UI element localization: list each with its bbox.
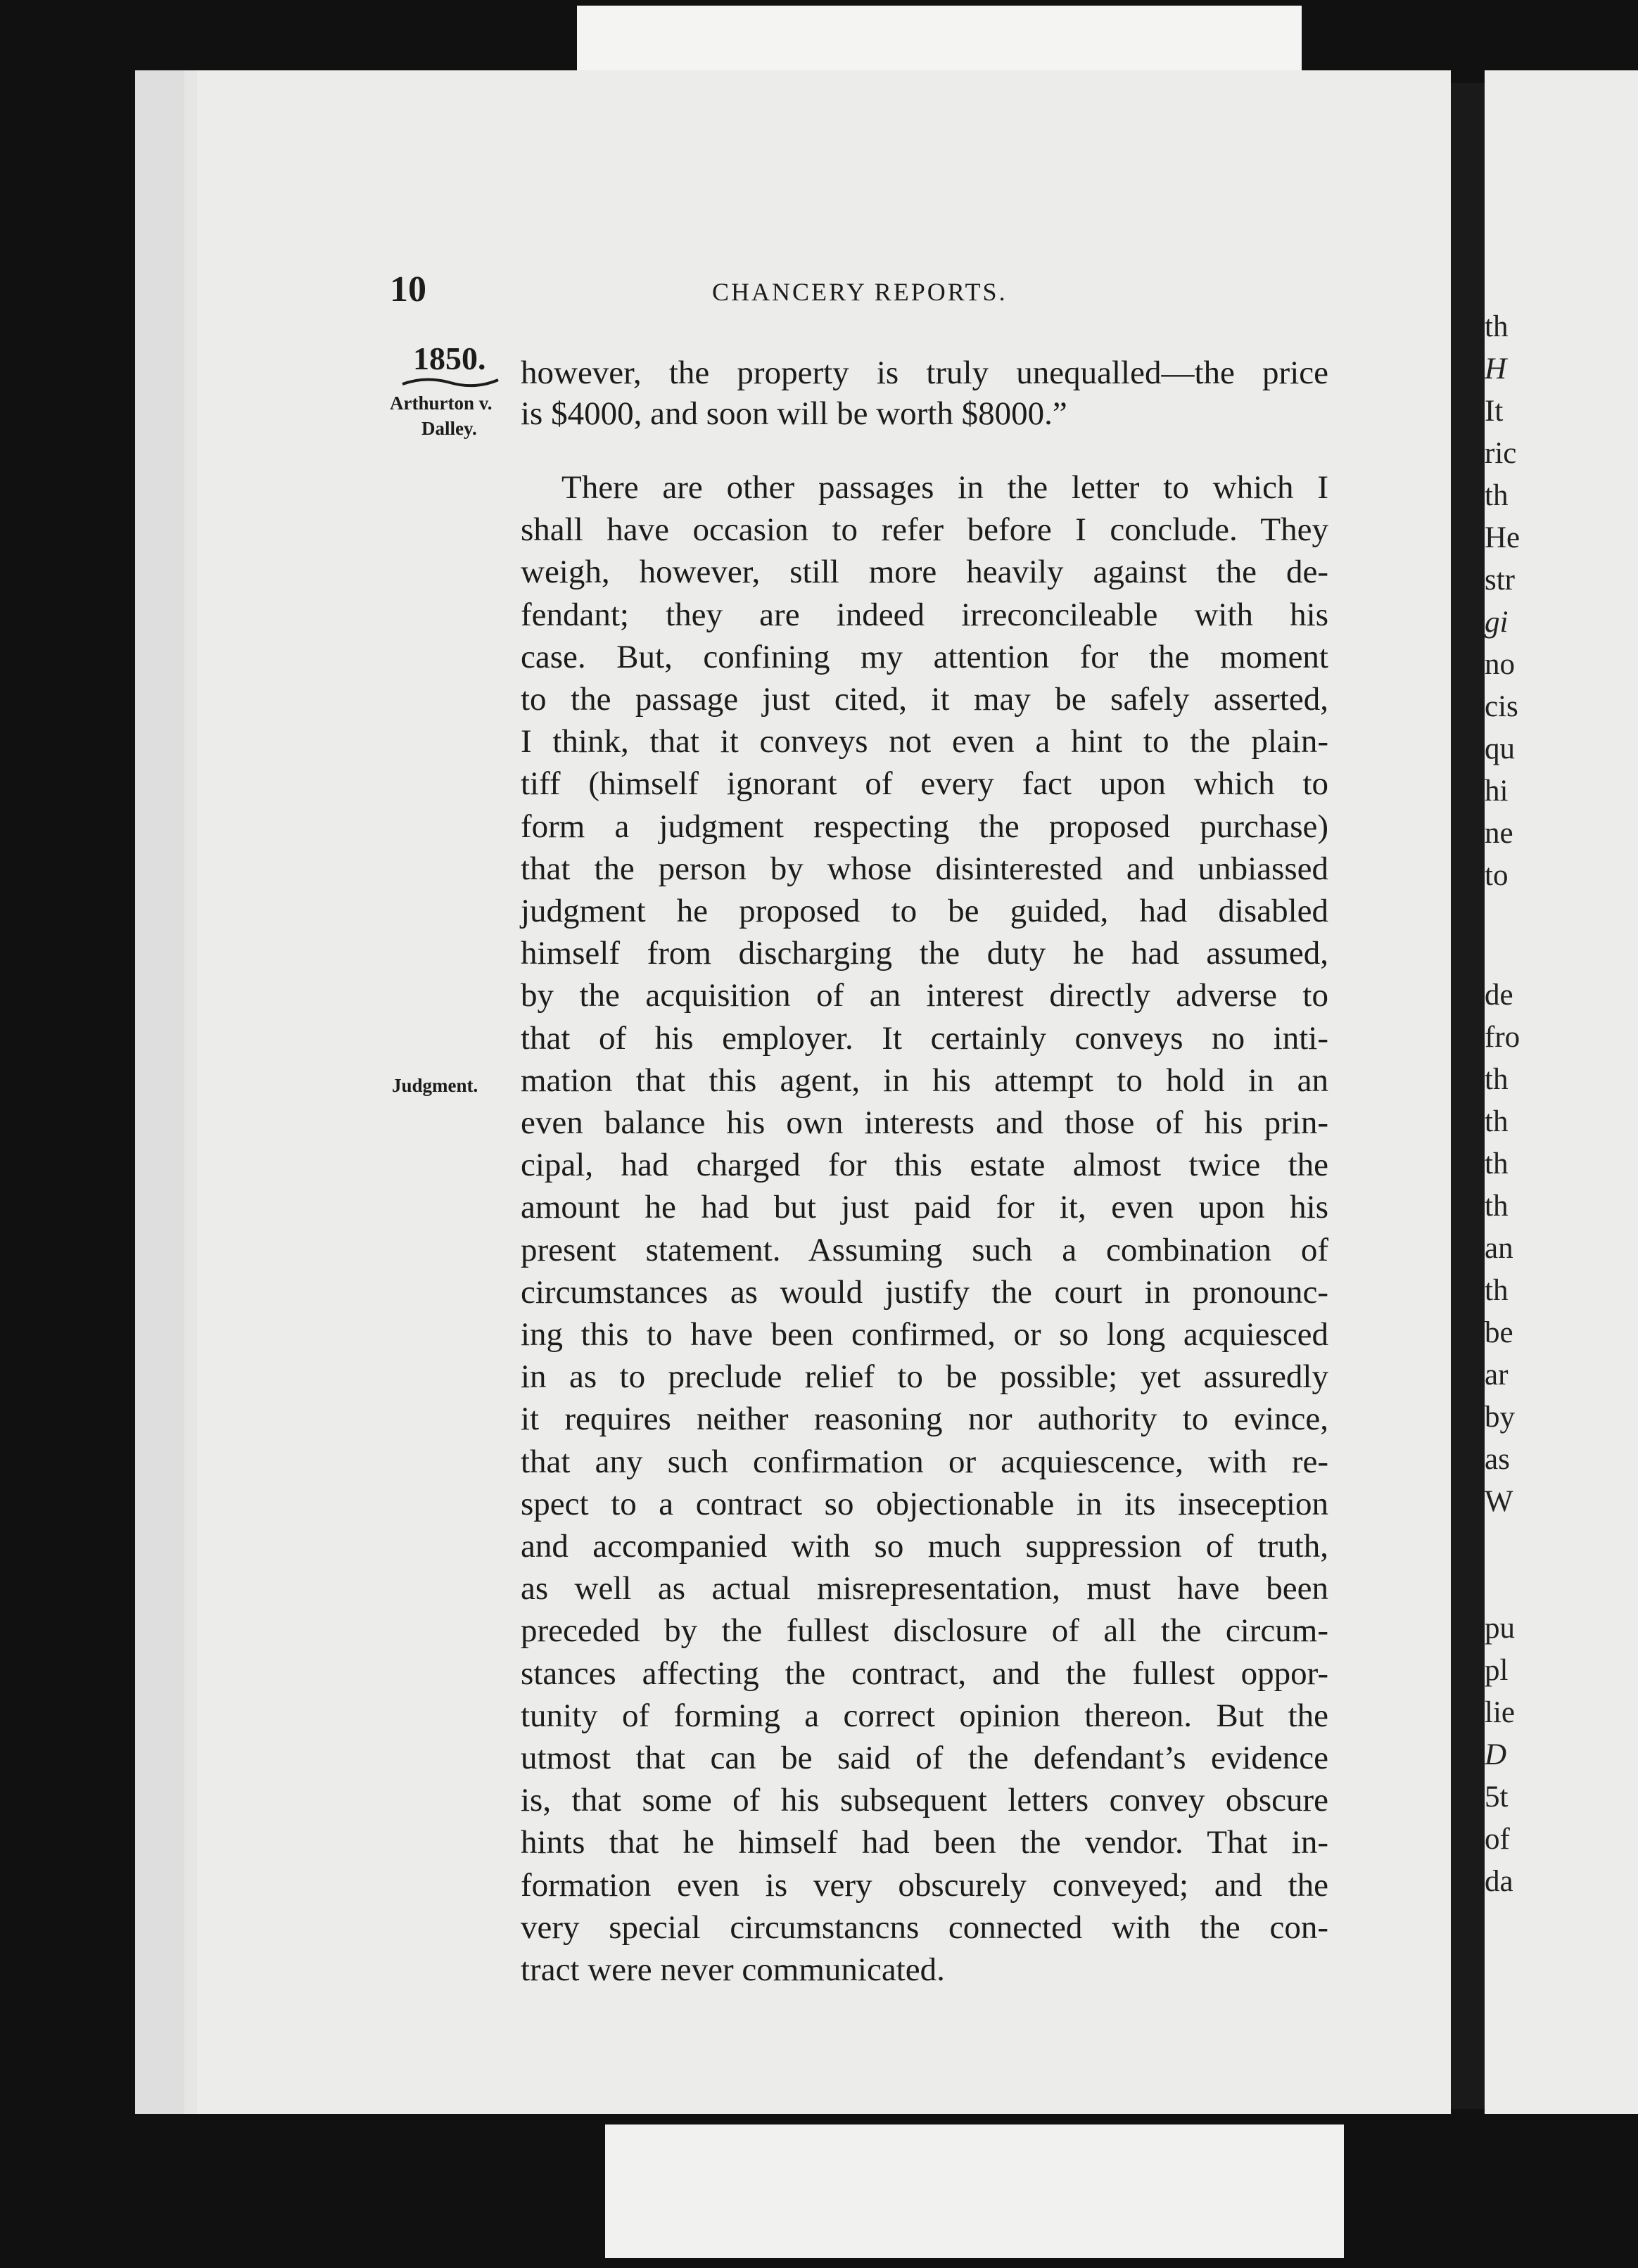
facing-page-fragment: th (1485, 1063, 1509, 1096)
facing-page-fragment: to (1485, 859, 1509, 892)
facing-page-fragment: be (1485, 1316, 1513, 1349)
facing-page-fragment: qu (1485, 732, 1515, 765)
book-gutter (1451, 83, 1485, 2109)
facing-page-fragment: th (1485, 1105, 1509, 1138)
facing-page-fragment: cis (1485, 690, 1518, 723)
facing-page-fragment: He (1485, 521, 1520, 554)
body-line: even balance his own interests and those of his prin- (521, 1104, 1328, 1141)
facing-page-fragment: ne (1485, 817, 1513, 850)
body-line: present statement. Assuming such a combination of (521, 1231, 1328, 1268)
body-line: himself from discharging the duty he had assumed, (521, 935, 1328, 972)
swash-ornament (401, 374, 500, 390)
body-line: utmost that can be said of the defendant’s evidence (521, 1740, 1328, 1776)
facing-page-fragment: pl (1485, 1654, 1509, 1687)
facing-page-fragment: by (1485, 1401, 1515, 1434)
body-line: is, that some of his subsequent letters convey obscure (521, 1782, 1328, 1819)
facing-page-fragment: of (1485, 1823, 1510, 1856)
body-line: case. But, confining my attention for the moment (521, 638, 1328, 675)
facing-page-fragment: W (1485, 1485, 1513, 1518)
facing-page-fragment: da (1485, 1865, 1513, 1898)
body-line: and accompanied with so much suppression of truth, (521, 1528, 1328, 1565)
body-line: is $4000, and soon will be worth $8000.” (521, 395, 1067, 432)
body-line: ing this to have been confirmed, or so long acquiesced (521, 1316, 1328, 1353)
body-line: hints that he himself had been the vendor. That in- (521, 1824, 1328, 1861)
facing-page (1485, 70, 1638, 2114)
body-line: it requires neither reasoning nor authority to evince, (521, 1401, 1328, 1438)
body-line: fendant; they are indeed irreconcileable with his (521, 596, 1328, 633)
facing-page-fragment: ar (1485, 1358, 1509, 1391)
page-edge-shadow (135, 70, 184, 2114)
facing-page-fragment: H (1485, 352, 1507, 386)
body-line: weigh, however, still more heavily against the de- (521, 554, 1328, 591)
body-line: tiff (himself ignorant of every fact upon which to (521, 765, 1328, 803)
facing-page-fragment: no (1485, 648, 1515, 681)
facing-page-fragment: D (1485, 1738, 1507, 1771)
facing-page-fragment: It (1485, 395, 1504, 428)
body-line: that any such confirmation or acquiescence, with re- (521, 1443, 1328, 1480)
sidenote-judgment: Judgment. (392, 1075, 478, 1096)
page-edge-shadow-inner (184, 70, 197, 2114)
facing-page-fragment: str (1485, 563, 1515, 597)
facing-page-fragment: an (1485, 1232, 1513, 1265)
bottom-paper-slip (605, 2124, 1344, 2258)
page-number: 10 (390, 269, 426, 310)
body-line: cipal, had charged for this estate almost twice the (521, 1147, 1328, 1184)
facing-page-fragment: th (1485, 1147, 1509, 1180)
body-line: spect to a contract so objectionable in its inseception (521, 1485, 1328, 1522)
facing-page-fragment: ric (1485, 437, 1517, 470)
body-line: tract were never communicated. (521, 1951, 945, 1988)
body-line: to the passage just cited, it may be safely asserted, (521, 681, 1328, 718)
facing-page-fragment: th (1485, 1190, 1509, 1223)
facing-page-fragment: gi (1485, 606, 1509, 639)
sidenote-year: 1850. (413, 340, 486, 376)
facing-page-fragment: de (1485, 979, 1513, 1012)
body-line: There are other passages in the letter to which I (561, 469, 1328, 506)
running-head (135, 269, 1451, 318)
sidenote-case-name: Arthurton v. (390, 393, 493, 414)
sidenote-case-name-cont: Dalley. (421, 418, 477, 439)
body-line: mation that this agent, in his attempt to hold in an (521, 1062, 1328, 1099)
body-line: judgment he proposed to be guided, had disabled (521, 893, 1328, 929)
facing-page-fragment: pu (1485, 1612, 1515, 1645)
body-line: preceded by the fullest disclosure of all the circum- (521, 1612, 1328, 1650)
body-line: formation even is very obscurely conveyed; and the (521, 1866, 1328, 1904)
body-line: form a judgment respecting the proposed purchase) (521, 808, 1328, 845)
facing-page-fragment: 5t (1485, 1780, 1509, 1814)
facing-page-fragment: as (1485, 1443, 1510, 1476)
facing-page-fragment: th (1485, 310, 1509, 343)
book-page (135, 70, 1451, 2114)
body-line: as well as actual misrepresentation, must have been (521, 1570, 1328, 1607)
body-line: I think, that it conveys not even a hint to the plain- (521, 723, 1328, 760)
body-line: amount he had but just paid for it, even upon his (521, 1189, 1328, 1226)
body-line: stances affecting the contract, and the fullest oppor- (521, 1655, 1328, 1692)
facing-page-fragment: th (1485, 1274, 1509, 1307)
facing-page-fragment: lie (1485, 1696, 1515, 1729)
facing-page-fragment: fro (1485, 1021, 1520, 1054)
facing-page-fragment: hi (1485, 775, 1509, 808)
body-line: however, the property is truly unequalled—the price (521, 355, 1328, 391)
body-line: tunity of forming a correct opinion thereon. But the (521, 1697, 1328, 1734)
body-line: in as to preclude relief to be possible; yet assuredly (521, 1358, 1328, 1396)
body-line: shall have occasion to refer before I conclude. They (521, 511, 1328, 549)
body-line: by the acquisition of an interest directly adverse to (521, 977, 1328, 1014)
body-line: that of his employer. It certainly conveys no inti- (521, 1019, 1328, 1057)
running-head-title: CHANCERY REPORTS. (712, 278, 1008, 306)
body-line: that the person by whose disinterested and unbiassed (521, 850, 1328, 887)
body-line: circumstances as would justify the court in pronounc- (521, 1273, 1328, 1311)
facing-page-fragment: th (1485, 479, 1509, 512)
body-line: very special circumstancns connected with the con- (521, 1909, 1328, 1946)
